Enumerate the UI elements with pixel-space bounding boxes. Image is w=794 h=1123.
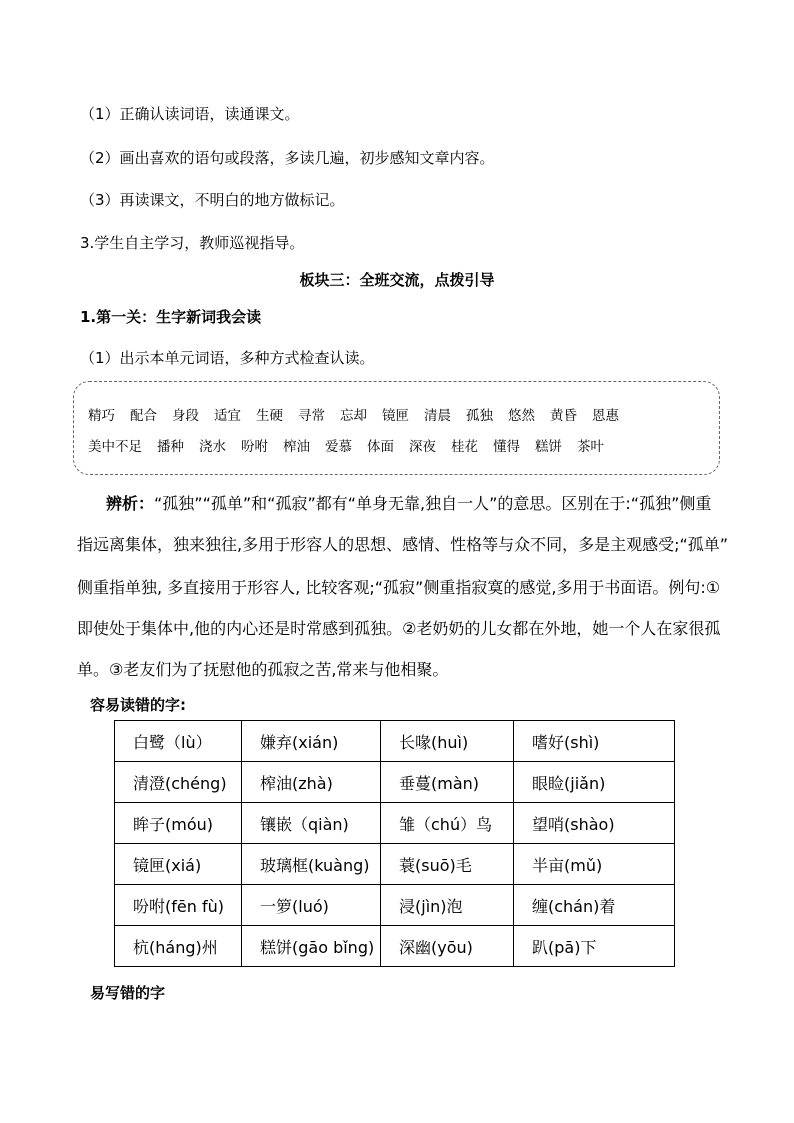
vocabulary-word: 榨油: [283, 439, 310, 455]
vocabulary-word: 清晨: [424, 408, 451, 424]
misread-table: [114, 720, 675, 967]
table-cell: 浸(jìn)泡: [381, 885, 514, 926]
table-row: [115, 721, 675, 762]
vocabulary-box: [73, 381, 720, 475]
table-cell: 糕饼(gāo bǐng): [242, 926, 381, 967]
table-cell: 吩咐(fēn fù): [115, 885, 242, 926]
vocabulary-word: 精巧: [88, 408, 115, 424]
vocabulary-word: 孤独: [466, 408, 493, 424]
analysis-line-3: 侧重指单独, 多直接用于形容人, 比较客观;“孤寂”侧重指寂寞的感觉,多用于书面语。例句:①: [77, 578, 721, 597]
table-cell: 一箩(luó): [242, 885, 381, 926]
vocabulary-word: 身段: [172, 408, 199, 424]
student-self-study: 3.学生自主学习，教师巡视指导。: [80, 234, 305, 252]
vocabulary-word: 适宜: [214, 408, 241, 424]
vocabulary-word: 寻常: [298, 408, 325, 424]
level1-title: 1.第一关：生字新词我会读: [80, 308, 262, 326]
vocabulary-word: 吩咐: [241, 439, 268, 455]
step-3: （3）再读课文，不明白的地方做标记。: [80, 191, 345, 209]
vocabulary-word: 配合: [130, 408, 157, 424]
table-cell: 嗜好(shì): [514, 721, 675, 762]
vocabulary-word: 播种: [157, 439, 184, 455]
vocabulary-word: 镜匣: [382, 408, 409, 424]
table-cell: 清澄(chéng): [115, 762, 242, 803]
vocabulary-word: 爱慕: [325, 439, 352, 455]
analysis-line-4: 即使处于集体中,他的内心还是时常感到孤独。②老奶奶的儿女都在外地，她一个人在家很孤: [77, 619, 721, 638]
analysis-line-5: 单。③老友们为了抚慰他的孤寂之苦,常来与他相聚。: [77, 660, 449, 679]
table-cell: 蓑(suō)毛: [381, 844, 514, 885]
vocabulary-word: 忘却: [340, 408, 367, 424]
vocabulary-word: 悠然: [508, 408, 535, 424]
table-cell: 榨油(zhà): [242, 762, 381, 803]
vocabulary-word: 懂得: [493, 439, 520, 455]
table-cell: 杭(háng)州: [115, 926, 242, 967]
vocabulary-word: 生硬: [256, 408, 283, 424]
step-1: （1）正确认读词语，读通课文。: [80, 105, 300, 123]
table-row: [115, 885, 675, 926]
table-cell: 雏（chú）鸟: [381, 803, 514, 844]
table-cell: 白鹭（lù）: [115, 721, 242, 762]
table-cell: 镶嵌（qiàn): [242, 803, 381, 844]
table-cell: 长喙(huì): [381, 721, 514, 762]
table-cell: 望哨(shào): [514, 803, 675, 844]
table-cell: 眼睑(jiǎn): [514, 762, 675, 803]
table-row: [115, 803, 675, 844]
section-title: 板块三：全班交流，点拨引导: [299, 271, 495, 289]
analysis-label: 辨析：: [106, 494, 155, 513]
table-cell: 玻璃框(kuàng): [242, 844, 381, 885]
analysis-line-1: [106, 494, 711, 514]
vocabulary-word: 体面: [367, 439, 394, 455]
table-cell: 深幽(yōu): [381, 926, 514, 967]
table-cell: 嫌弃(xián): [242, 721, 381, 762]
vocabulary-word: 深夜: [409, 439, 436, 455]
level1-subtitle: （1）出示本单元词语，多种方式检查认读。: [80, 349, 375, 367]
table-cell: 半亩(mǔ): [514, 844, 675, 885]
vocabulary-row-1: [88, 404, 634, 424]
table-row: [115, 762, 675, 803]
table-cell: 垂蔓(màn): [381, 762, 514, 803]
analysis-text: “孤独”“孤单”和“孤寂”都有“单身无靠,独自一人”的意思。区别在于:“孤独”侧重: [154, 494, 712, 513]
table-cell: 镜匣(xiá): [115, 844, 242, 885]
vocabulary-word: 浇水: [199, 439, 226, 455]
vocabulary-word: 桂花: [451, 439, 478, 455]
vocabulary-word: 黄昏: [550, 408, 577, 424]
vocabulary-word: 恩惠: [592, 408, 619, 424]
table-cell: 缠(chán)着: [514, 885, 675, 926]
table-row: [115, 926, 675, 967]
analysis-line-2: 指远离集体，独来独往,多用于形容人的思想、感情、性格等与众不同，多是主观感受;“孤单”: [77, 535, 729, 554]
table-row: [115, 844, 675, 885]
misread-title: 容易读错的字:: [90, 696, 186, 714]
miswrite-title: 易写错的字: [90, 984, 166, 1002]
vocabulary-word: 茶叶: [577, 439, 604, 455]
table-cell: 眸子(móu): [115, 803, 242, 844]
vocabulary-word: 糕饼: [535, 439, 562, 455]
vocabulary-row-2: [88, 435, 619, 455]
step-2: （2）画出喜欢的语句或段落，多读几遍，初步感知文章内容。: [80, 149, 495, 167]
table-cell: 趴(pā)下: [514, 926, 675, 967]
vocabulary-word: 美中不足: [88, 439, 142, 455]
